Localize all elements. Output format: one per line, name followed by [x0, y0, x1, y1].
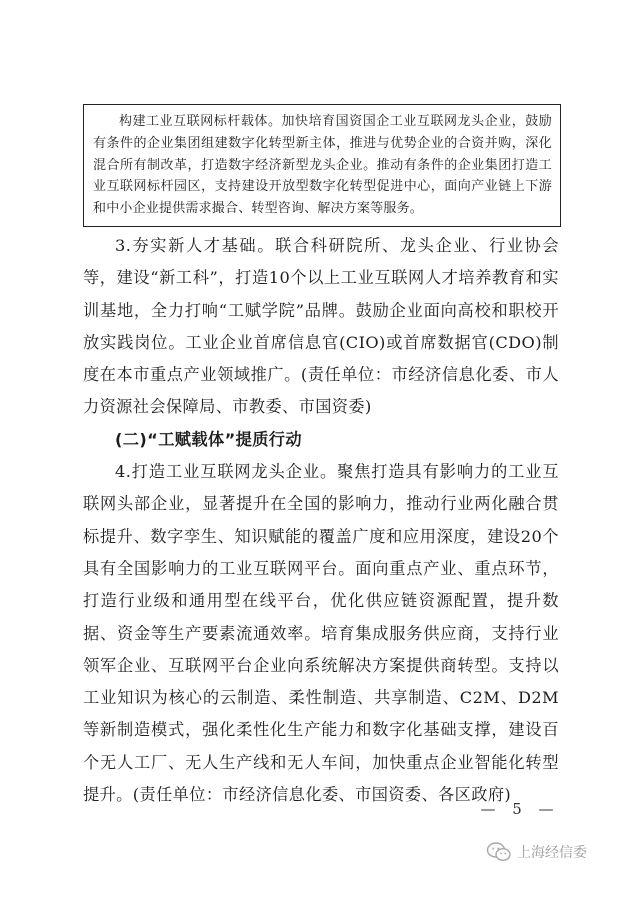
paragraph-3: 3.夯实新人才基础。联合科研院所、龙头企业、行业协会等，建设“新工科”，打造10个以上工业互联网人才培养教育和实训基地，全力打响“工赋学院”品牌。鼓励企业面向高校和职校开放实践岗位。工业企业首席信息官(CIO)或首席数据官(CDO)制度在本市重点产业领域推广。(责任单位：市经济信息化委、市人力资源社会保障局、市教委、市国资委) [83, 236, 559, 417]
page-number: — 5 — [480, 800, 560, 818]
boxed-note-text: 构建工业互联网标杆载体。加快培育国资国企工业互联网龙头企业，鼓励有条件的企业集团组建数字化转型新主体，推进与优势企业的合资并购，深化混合所有制改革，打造数字经济新型龙头企业。推动有条件的企业集团打造工业互联网标杆园区，支持建设开放型数字化转型促进中心，面向产业链上下游和中小企业提供需求撮合、转型咨询、解决方案等服务。 [93, 114, 552, 217]
wechat-icon [486, 841, 512, 863]
main-content [83, 230, 559, 811]
section-heading-2: (二)“工赋载体”提质行动 [115, 429, 302, 449]
watermark-text: 上海经信委 [517, 845, 587, 861]
boxed-note [83, 104, 561, 227]
watermark [486, 840, 587, 864]
paragraph-4: 4.打造工业互联网龙头企业。聚焦打造具有影响力的工业互联网头部企业，显著提升在全国的影响力，推动行业两化融合贯标提升、数字孪生、知识赋能的覆盖广度和应用深度，建设20个具有全国影响力的工业互联网平台。面向重点产业、重点环节，打造行业级和通用型在线平台，优化供应链资源配置，提升数据、资金等生产要素流通效率。培育集成服务供应商，支持行业领军企业、互联网平台企业向系统解决方案提供商转型。支持以工业知识为核心的云制造、柔性制造、共享制造、C2M、D2M等新制造模式，强化柔性化生产能力和数字化基础支撑，建设百个无人工厂、无人生产线和无人车间，加快重点企业智能化转型提升。(责任单位：市经济信息化委、市国资委、各区政府) [83, 462, 559, 805]
